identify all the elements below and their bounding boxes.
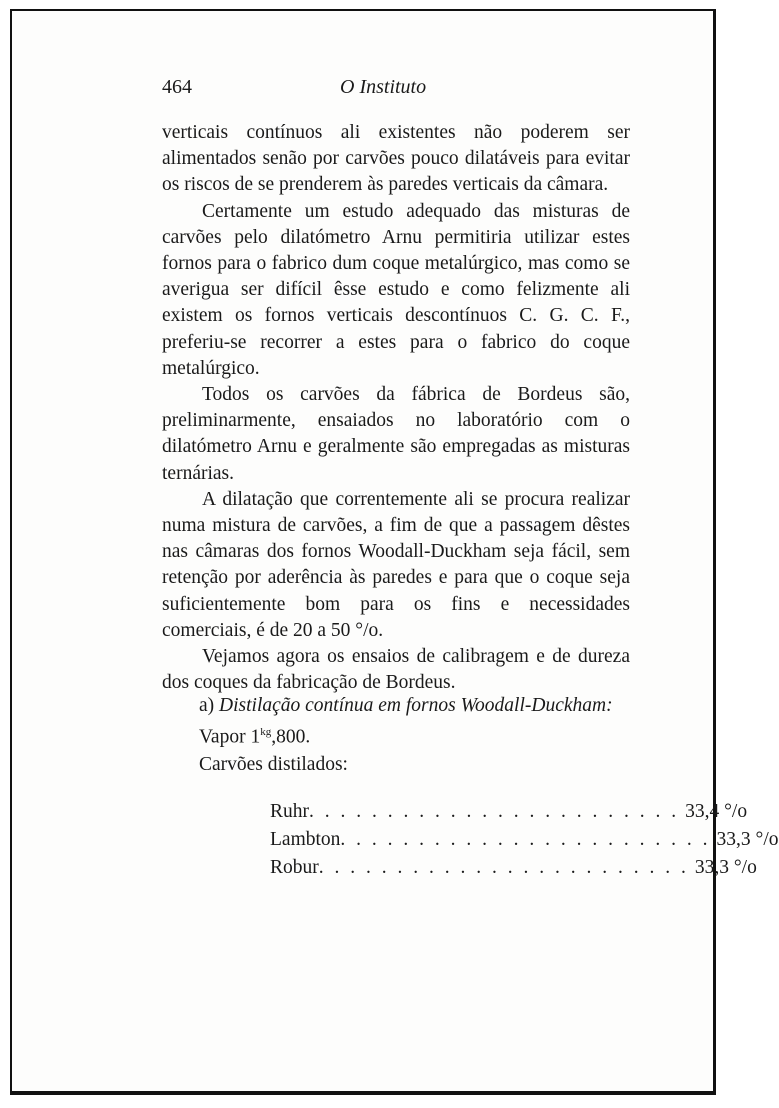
paragraph: A dilatação que correntemente ali se procura realizar numa mistura de carvões, a fim de que a passagem dêstes nas câmaras dos fornos Woodall-Duckham seja fácil, sem retenção por aderência às paredes e para que o coque seja suficientemente bom para os fins e necessidades comerciais, é de 20 a 50 °/o. — [162, 488, 630, 641]
paragraph: Vejamos agora os ensaios de calibragem e de dureza dos coques da fabricação de Bordeus. — [162, 646, 630, 694]
vapor-line — [199, 719, 639, 751]
leader-dots: . . . . . . . . . . . . . . . . . . . . . . . . — [309, 801, 680, 822]
table-row — [270, 826, 779, 854]
leader-dots: . . . . . . . . . . . . . . . . . . . . . . . . — [340, 829, 711, 850]
running-title: O Instituto — [340, 76, 427, 98]
page-header — [0, 76, 732, 106]
body-text — [162, 120, 630, 696]
page-number: 464 — [162, 76, 192, 98]
coal-name: Lambton — [270, 829, 341, 850]
section-a — [199, 692, 639, 778]
paragraph: Certamente um estudo adequado das misturas de carvões pelo dilatómetro Arnu permitiria utilizar estes fornos para o fabrico dum coque metalúrgico, mas como se averigua ser difícil êsse estudo e como felizmente ali existem os fornos verticais descontínuos C. G. C. F., preferiu-se recorrer a estes para o fabrico do coque metalúrgico. — [162, 200, 630, 379]
coal-mix-table — [270, 798, 779, 882]
section-label: a) — [199, 695, 215, 716]
coal-name: Robur — [270, 857, 319, 878]
table-row — [270, 798, 748, 826]
paragraph: Todos os carvões da fábrica de Bordeus são, preliminarmente, ensaiados no laboratório com o dilatómetro Arnu e geralmente são empregadas as misturas ternárias. — [162, 384, 630, 484]
paragraph-continuation: verticais contínuos ali existentes não poderem ser alimentados senão por carvões pouco dilatáveis para evitar os riscos de se prenderem às paredes verticais da câmara. — [162, 122, 630, 196]
coal-percent: 33,3 °/o — [716, 829, 779, 850]
coal-percent: 33,3 °/o — [694, 857, 757, 878]
coal-percent: 33,4 °/o — [685, 801, 748, 822]
section-title: Distilação contínua em fornos Woodall-Duckham: — [219, 695, 613, 716]
vapor-label: Vapor — [199, 726, 246, 748]
leader-dots: . . . . . . . . . . . . . . . . . . . . . . . . — [318, 857, 689, 878]
vapor-value: 1 — [250, 726, 261, 748]
vapor-unit: kg — [260, 726, 272, 738]
coal-name: Ruhr — [270, 801, 309, 822]
vapor-decimal: ,800. — [271, 726, 311, 748]
table-row — [270, 854, 757, 882]
section-heading — [199, 692, 639, 719]
carvoes-label: Carvões distilados: — [199, 753, 348, 775]
